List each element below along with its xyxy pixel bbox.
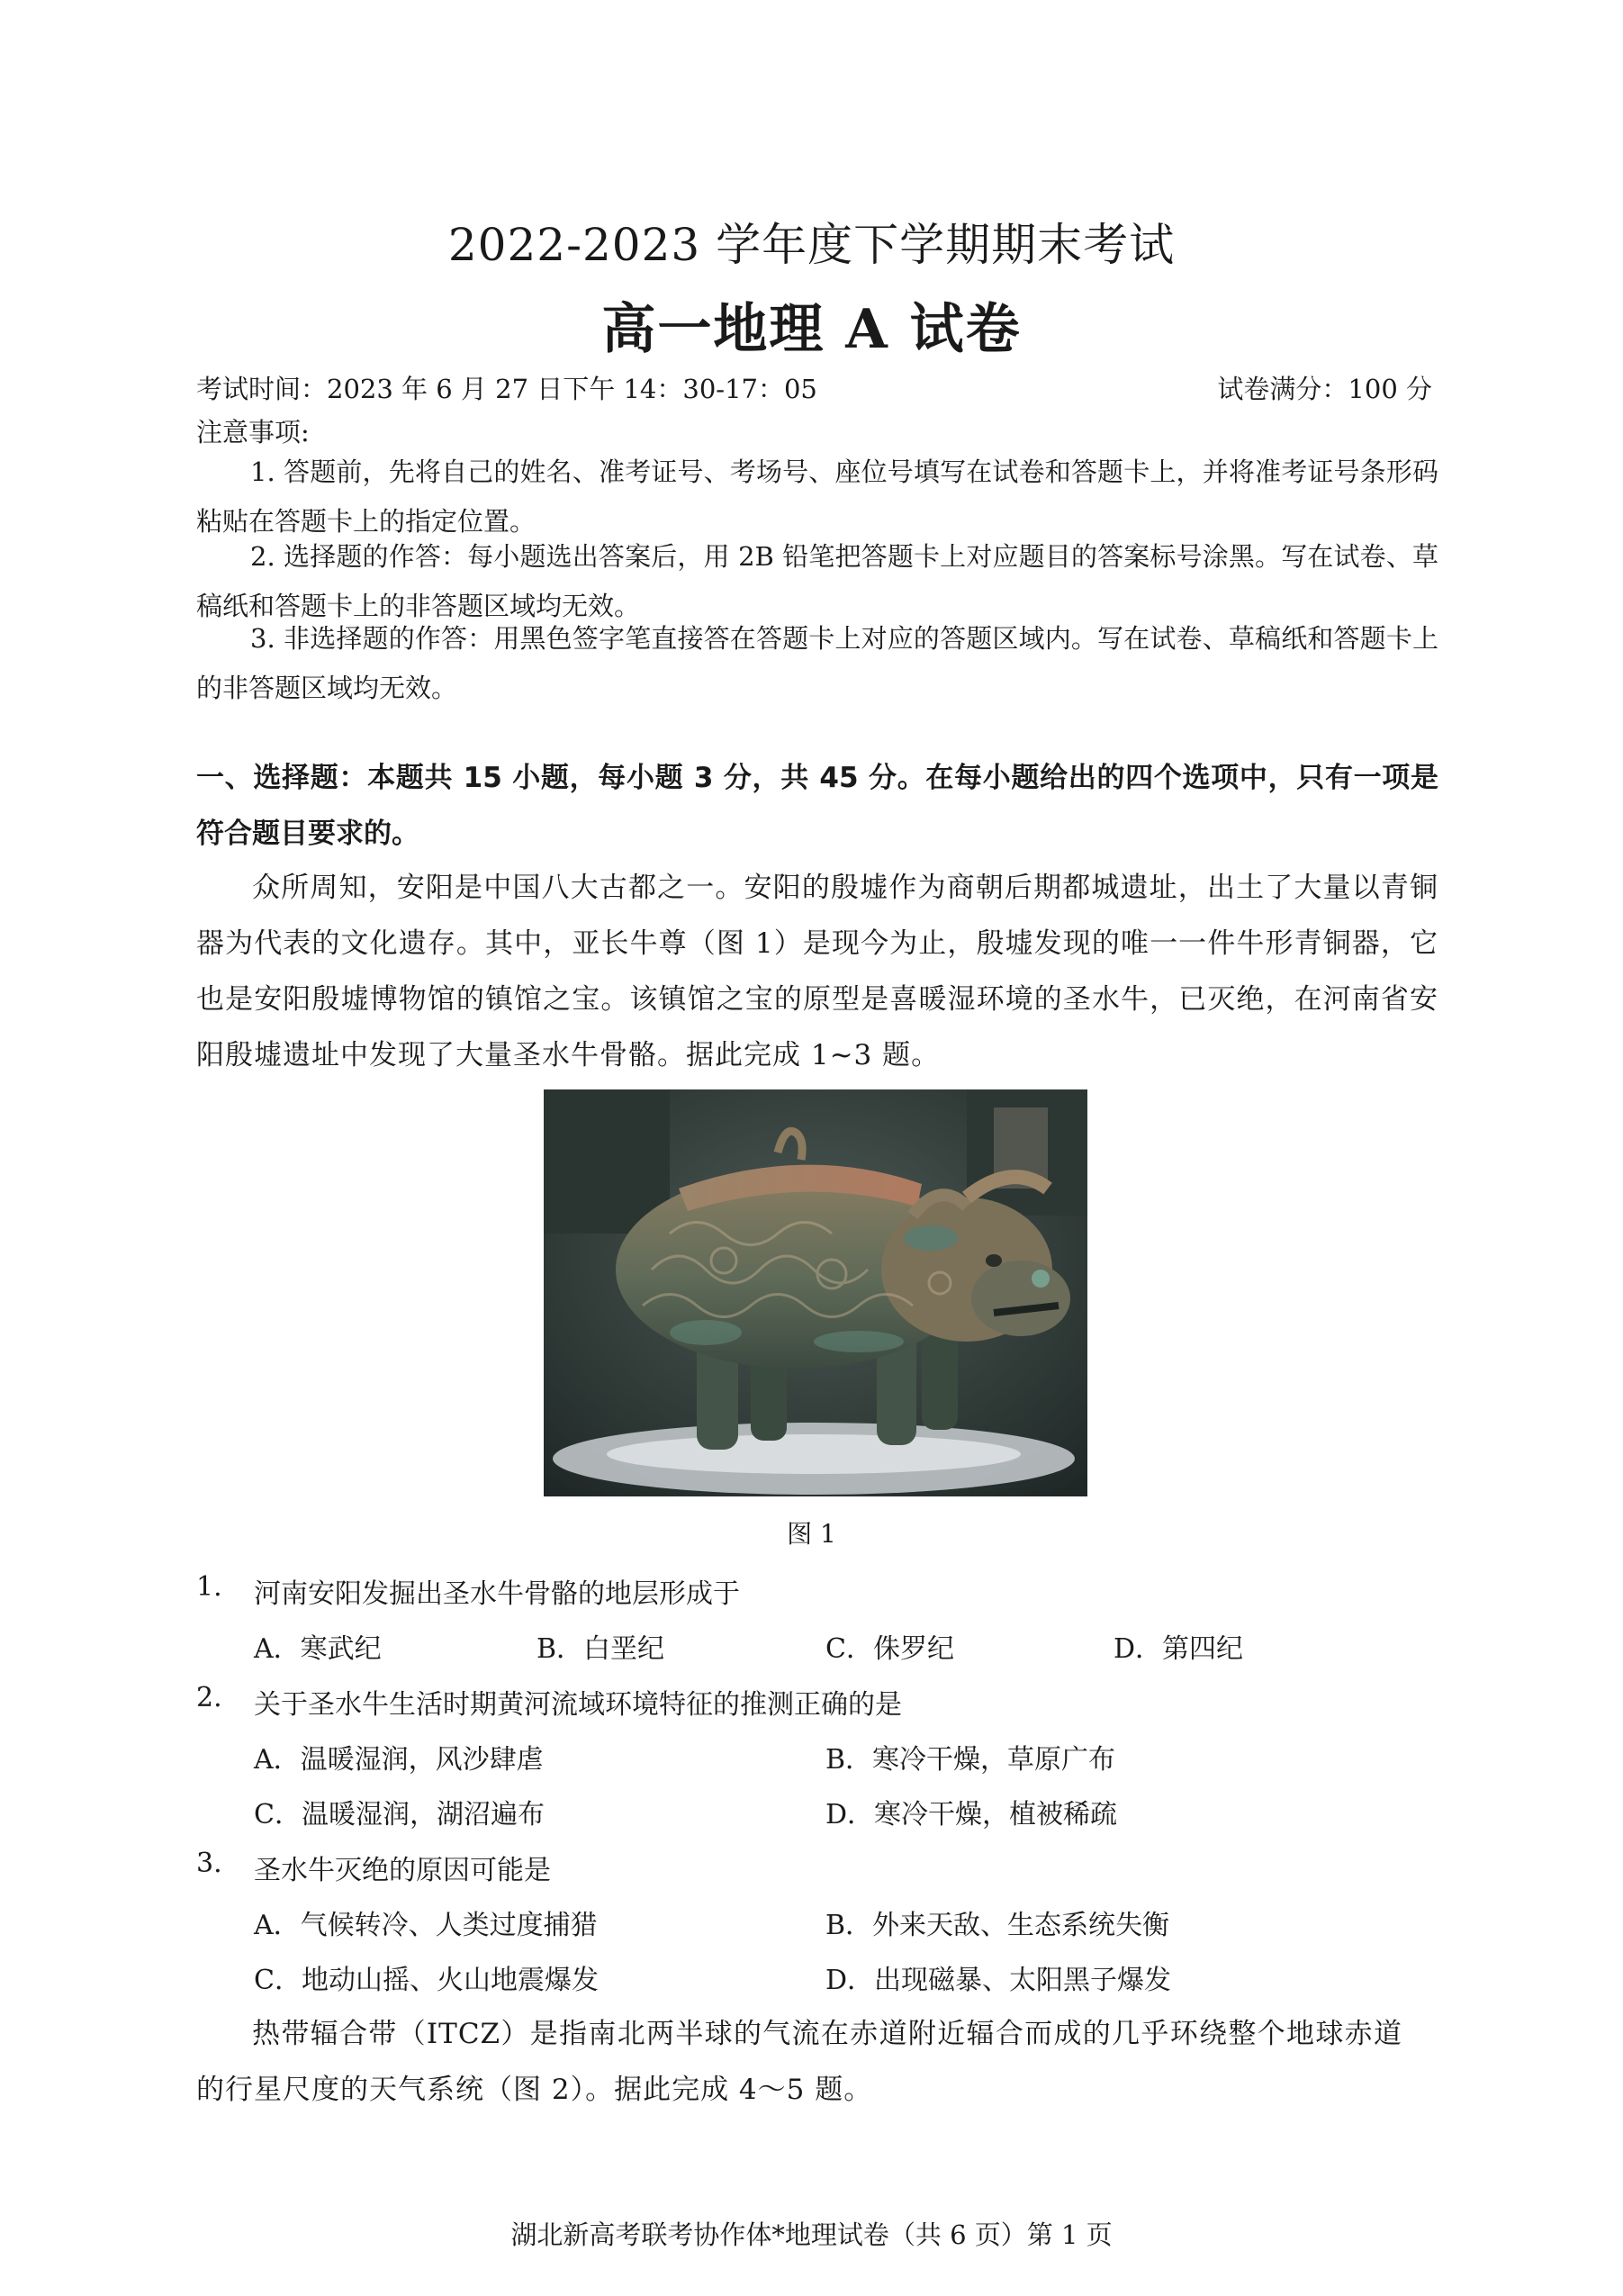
exam-time: 考试时间：2023 年 6 月 27 日下午 14：30-17：05 — [196, 374, 817, 404]
section-heading: 一、选择题：本题共 15 小题，每小题 3 分，共 45 分。在每小题给出的四个选项中，只有一项是符合题目要求的。 — [196, 762, 1438, 850]
passage-1: 众所周知，安阳是中国八大古都之一。安阳的殷墟作为商朝后期都城遗址，出土了大量以青铜器为代表的文化遗存。其中，亚长牛尊（图 1）是现今为止，殷墟发现的唯一一件牛形青铜器，它也是安阳殷墟博物馆的镇馆之宝。该镇馆之宝的原型是喜暖湿环境的圣水牛，已灭绝，在河南省安阳殷墟遗址中发现了大量圣水牛骨骼。据此完成 1~3 题。 — [196, 872, 1438, 1071]
question-3-option-a: A．气候转冷、人类过度捕猎 — [254, 1910, 598, 1941]
passage-2: 热带辐合带（ITCZ）是指南北两半球的气流在赤道附近辐合而成的几乎环绕整个地球赤道的行星尺度的天气系统（图 2）。据此完成 4～5 题。 — [196, 2018, 1402, 2106]
question-1-text: 河南安阳发掘出圣水牛骨骼的地层形成于 — [254, 1578, 740, 1610]
full-score: 试卷满分：100 分 — [1217, 374, 1432, 404]
question-1-option-a: A．寒武纪 — [254, 1633, 382, 1665]
notice-item-3: 3. 非选择题的作答：用黑色签字笔直接答在答题卡上对应的答题区域内。写在试卷、草稿纸和答题卡上的非答题区域均无效。 — [196, 623, 1438, 703]
figure-1-caption: 图 1 — [787, 1519, 836, 1549]
question-1-number: 1. — [196, 1571, 222, 1603]
page-footer: 湖北新高考联考协作体*地理试卷（共 6 页）第 1 页 — [510, 2219, 1113, 2250]
exam-title: 2022-2023 学年度下学期期末考试 — [447, 219, 1176, 271]
question-2-number: 2. — [196, 1682, 222, 1713]
notices-heading: 注意事项: — [196, 417, 310, 447]
question-1-option-c: C．侏罗纪 — [825, 1633, 954, 1665]
question-3-number: 3. — [196, 1848, 222, 1879]
bronze-ox-zun-image — [544, 1089, 1087, 1496]
notice-item-2: 2. 选择题的作答：每小题选出答案后，用 2B 铅笔把答题卡上对应题目的答案标号涂黑。写在试卷、草稿纸和答题卡上的非答题区域均无效。 — [196, 541, 1438, 621]
question-2-option-b: B．寒冷干燥，草原广布 — [825, 1744, 1116, 1776]
question-3-option-b: B．外来天敌、生态系统失衡 — [825, 1910, 1170, 1941]
exam-subtitle: 高一地理 A 试卷 — [601, 298, 1022, 361]
bronze-ox-illustration — [544, 1089, 1087, 1496]
question-1-option-d: D．第四纪 — [1114, 1633, 1244, 1665]
question-3-text: 圣水牛灭绝的原因可能是 — [254, 1855, 551, 1886]
notice-item-1: 1. 答题前，先将自己的姓名、准考证号、考场号、座位号填写在试卷和答题卡上，并将准考证号条形码粘贴在答题卡上的指定位置。 — [196, 456, 1438, 537]
question-3-option-c: C．地动山摇、火山地震爆发 — [254, 1965, 599, 1996]
question-3-option-d: D．出现磁暴、太阳黑子爆发 — [825, 1965, 1172, 1996]
question-2-text: 关于圣水牛生活时期黄河流域环境特征的推测正确的是 — [254, 1689, 902, 1721]
question-1-option-b: B．白垩纪 — [536, 1633, 665, 1665]
question-2-option-d: D．寒冷干燥，植被稀疏 — [825, 1799, 1118, 1830]
question-2-option-c: C．温暖湿润，湖沼遍布 — [254, 1799, 545, 1830]
question-2-option-a: A．温暖湿润，风沙肆虐 — [254, 1744, 544, 1776]
